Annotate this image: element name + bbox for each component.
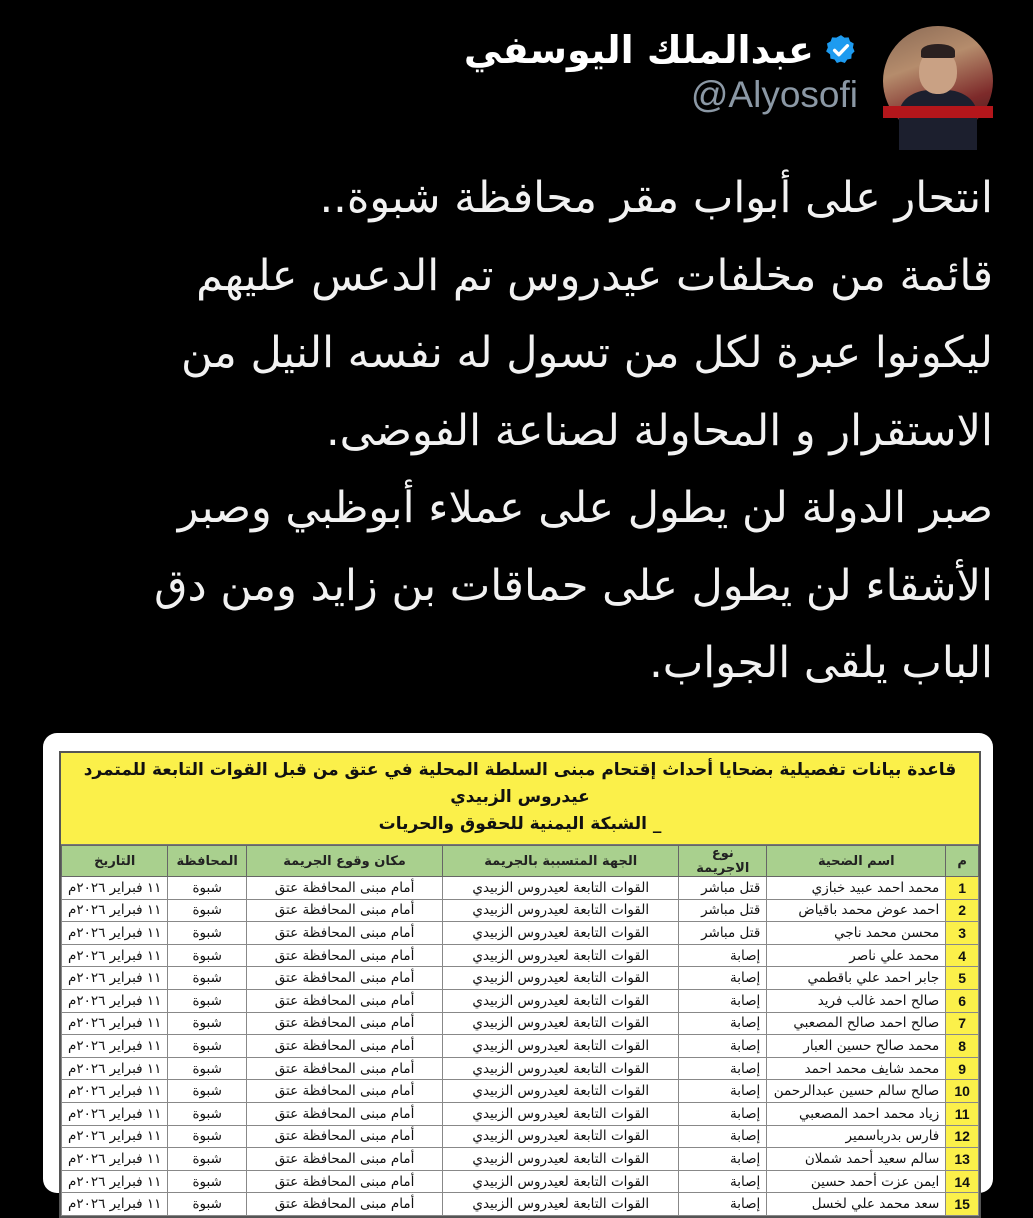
author-display-name[interactable]: عبدالملك اليوسفي (463, 28, 814, 72)
tweet-line: انتحار على أبواب مقر محافظة شبوة.. (319, 173, 993, 223)
column-header: اسم الضحية (767, 846, 946, 877)
crime-location-cell: أمام مبنى المحافظة عتق (246, 1057, 442, 1080)
crime-location-cell: أمام مبنى المحافظة عتق (246, 922, 442, 945)
author-handle[interactable]: @Alyosofi (690, 74, 858, 115)
victim-name-cell: زياد محمد احمد المصعبي (767, 1102, 946, 1125)
crime-type-cell: إصابة (679, 967, 767, 990)
victim-name-cell: محمد صالح حسين العبار (767, 1035, 946, 1058)
row-number-cell: 4 (946, 944, 979, 967)
date-cell: ١١ فبراير ٢٠٢٦م (62, 989, 168, 1012)
victim-name-cell: فارس بدرباسمير (767, 1125, 946, 1148)
tweet-line: الأشقاء لن يطول على حماقات بن زايد ومن دق (154, 560, 993, 611)
column-header: مكان وقوع الجريمة (246, 846, 442, 877)
row-number-cell: 14 (946, 1170, 979, 1193)
table-title (61, 753, 979, 845)
crime-type-cell: قتل مباشر (679, 877, 767, 900)
perpetrator-cell: القوات التابعة لعيدروس الزبيدي (443, 877, 679, 900)
victim-name-cell: صالح احمد غالب فريد (767, 989, 946, 1012)
table-row (62, 877, 979, 900)
victim-name-cell: احمد عوض محمد باقياض (767, 899, 946, 922)
avatar[interactable] (883, 26, 993, 136)
crime-type-cell: قتل مباشر (679, 922, 767, 945)
governorate-cell: شبوة (168, 1170, 247, 1193)
crime-location-cell: أمام مبنى المحافظة عتق (246, 1193, 442, 1216)
crime-type-cell: إصابة (679, 1125, 767, 1148)
row-number-cell: 2 (946, 899, 979, 922)
table-row (62, 1035, 979, 1058)
row-number-cell: 6 (946, 989, 979, 1012)
perpetrator-cell: القوات التابعة لعيدروس الزبيدي (443, 1057, 679, 1080)
perpetrator-cell: القوات التابعة لعيدروس الزبيدي (443, 1170, 679, 1193)
date-cell: ١١ فبراير ٢٠٢٦م (62, 1102, 168, 1125)
crime-location-cell: أمام مبنى المحافظة عتق (246, 967, 442, 990)
row-number-cell: 11 (946, 1102, 979, 1125)
crime-type-cell: إصابة (679, 944, 767, 967)
governorate-cell: شبوة (168, 1057, 247, 1080)
tweet-text (33, 160, 993, 703)
table-row (62, 1170, 979, 1193)
row-number-cell: 12 (946, 1125, 979, 1148)
crime-type-cell: إصابة (679, 1102, 767, 1125)
governorate-cell: شبوة (168, 944, 247, 967)
perpetrator-cell: القوات التابعة لعيدروس الزبيدي (443, 899, 679, 922)
column-header: الجهة المتسببة بالجريمة (443, 846, 679, 877)
perpetrator-cell: القوات التابعة لعيدروس الزبيدي (443, 989, 679, 1012)
crime-location-cell: أمام مبنى المحافظة عتق (246, 1080, 442, 1103)
table-row (62, 922, 979, 945)
perpetrator-cell: القوات التابعة لعيدروس الزبيدي (443, 1125, 679, 1148)
column-header: نوع الاجريمة (679, 846, 767, 877)
date-cell: ١١ فبراير ٢٠٢٦م (62, 1170, 168, 1193)
table-row (62, 899, 979, 922)
victim-name-cell: سالم سعيد أحمد شملان (767, 1148, 946, 1171)
table-row (62, 989, 979, 1012)
date-cell: ١١ فبراير ٢٠٢٦م (62, 1012, 168, 1035)
victim-name-cell: جابر احمد علي باقطمي (767, 967, 946, 990)
victim-name-cell: صالح سالم حسين عبدالرحمن (767, 1080, 946, 1103)
perpetrator-cell: القوات التابعة لعيدروس الزبيدي (443, 1035, 679, 1058)
crime-type-cell: إصابة (679, 1170, 767, 1193)
row-number-cell: 13 (946, 1148, 979, 1171)
governorate-cell: شبوة (168, 1148, 247, 1171)
table-row (62, 1057, 979, 1080)
date-cell: ١١ فبراير ٢٠٢٦م (62, 1193, 168, 1216)
tweet-line: الباب يلقى الجواب. (649, 638, 993, 688)
casualty-table (59, 751, 981, 1218)
victim-name-cell: صالح احمد صالح المصعبي (767, 1012, 946, 1035)
crime-type-cell: إصابة (679, 1057, 767, 1080)
governorate-cell: شبوة (168, 967, 247, 990)
table-row (62, 1193, 979, 1216)
tweet-line: قائمة من مخلفات عيدروس تم الدعس عليهم (196, 250, 993, 301)
crime-type-cell: إصابة (679, 1012, 767, 1035)
crime-type-cell: إصابة (679, 1035, 767, 1058)
date-cell: ١١ فبراير ٢٠٢٦م (62, 944, 168, 967)
governorate-cell: شبوة (168, 1125, 247, 1148)
crime-location-cell: أمام مبنى المحافظة عتق (246, 989, 442, 1012)
date-cell: ١١ فبراير ٢٠٢٦م (62, 877, 168, 900)
table-row (62, 944, 979, 967)
governorate-cell: شبوة (168, 922, 247, 945)
date-cell: ١١ فبراير ٢٠٢٦م (62, 1125, 168, 1148)
attached-image[interactable] (43, 733, 993, 1213)
perpetrator-cell: القوات التابعة لعيدروس الزبيدي (443, 922, 679, 945)
victim-name-cell: محمد احمد عبيد خبازي (767, 877, 946, 900)
tweet-header (43, 26, 993, 136)
table-subtitle-line: _ الشبكة اليمنية للحقوق والحريات (378, 814, 662, 834)
tweet-line: صبر الدولة لن يطول على عملاء أبوظبي وصبر (177, 483, 993, 533)
perpetrator-cell: القوات التابعة لعيدروس الزبيدي (443, 1148, 679, 1171)
table-row (62, 1102, 979, 1125)
date-cell: ١١ فبراير ٢٠٢٦م (62, 1035, 168, 1058)
date-cell: ١١ فبراير ٢٠٢٦م (62, 1080, 168, 1103)
crime-location-cell: أمام مبنى المحافظة عتق (246, 1035, 442, 1058)
table-header-row (62, 846, 979, 877)
crime-location-cell: أمام مبنى المحافظة عتق (246, 944, 442, 967)
crime-type-cell: إصابة (679, 1193, 767, 1216)
victim-name-cell: محمد شايف محمد احمد (767, 1057, 946, 1080)
table-row (62, 1012, 979, 1035)
date-cell: ١١ فبراير ٢٠٢٦م (62, 967, 168, 990)
victim-name-cell: محسن محمد ناجي (767, 922, 946, 945)
crime-location-cell: أمام مبنى المحافظة عتق (246, 1125, 442, 1148)
table-title-line: قاعدة بيانات تفصيلية بضحايا أحداث إقتحام مبنى السلطة المحلية في عتق من قبل القوات التابعة للمتمرد عيدروس الزبيدي (83, 760, 957, 807)
perpetrator-cell: القوات التابعة لعيدروس الزبيدي (443, 944, 679, 967)
governorate-cell: شبوة (168, 877, 247, 900)
table-row (62, 1148, 979, 1171)
governorate-cell: شبوة (168, 1080, 247, 1103)
governorate-cell: شبوة (168, 1035, 247, 1058)
crime-location-cell: أمام مبنى المحافظة عتق (246, 1102, 442, 1125)
governorate-cell: شبوة (168, 989, 247, 1012)
author-names (464, 28, 858, 116)
perpetrator-cell: القوات التابعة لعيدروس الزبيدي (443, 1102, 679, 1125)
crime-type-cell: قتل مباشر (679, 899, 767, 922)
victim-name-cell: سعد محمد علي لخسل (767, 1193, 946, 1216)
perpetrator-cell: القوات التابعة لعيدروس الزبيدي (443, 1193, 679, 1216)
row-number-cell: 9 (946, 1057, 979, 1080)
date-cell: ١١ فبراير ٢٠٢٦م (62, 922, 168, 945)
crime-location-cell: أمام مبنى المحافظة عتق (246, 1012, 442, 1035)
perpetrator-cell: القوات التابعة لعيدروس الزبيدي (443, 1012, 679, 1035)
date-cell: ١١ فبراير ٢٠٢٦م (62, 899, 168, 922)
crime-location-cell: أمام مبنى المحافظة عتق (246, 1170, 442, 1193)
tweet-line: ليكونوا عبرة لكل من تسول له نفسه النيل من (181, 328, 993, 378)
row-number-cell: 1 (946, 877, 979, 900)
date-cell: ١١ فبراير ٢٠٢٦م (62, 1148, 168, 1171)
perpetrator-cell: القوات التابعة لعيدروس الزبيدي (443, 967, 679, 990)
victim-name-cell: ايمن عزت أحمد حسين (767, 1170, 946, 1193)
row-number-cell: 8 (946, 1035, 979, 1058)
table-row (62, 1080, 979, 1103)
perpetrator-cell: القوات التابعة لعيدروس الزبيدي (443, 1080, 679, 1103)
row-number-cell: 3 (946, 922, 979, 945)
row-number-cell: 10 (946, 1080, 979, 1103)
victim-name-cell: محمد علي ناصر (767, 944, 946, 967)
governorate-cell: شبوة (168, 899, 247, 922)
governorate-cell: شبوة (168, 1193, 247, 1216)
column-header: التاريخ (62, 846, 168, 877)
table-row (62, 1125, 979, 1148)
crime-location-cell: أمام مبنى المحافظة عتق (246, 899, 442, 922)
crime-location-cell: أمام مبنى المحافظة عتق (246, 877, 442, 900)
column-header: م (946, 846, 979, 877)
verified-badge-icon (824, 33, 858, 67)
crime-location-cell: أمام مبنى المحافظة عتق (246, 1148, 442, 1171)
row-number-cell: 15 (946, 1193, 979, 1216)
data-table (61, 845, 979, 1216)
crime-type-cell: إصابة (679, 1148, 767, 1171)
crime-type-cell: إصابة (679, 1080, 767, 1103)
date-cell: ١١ فبراير ٢٠٢٦م (62, 1057, 168, 1080)
row-number-cell: 5 (946, 967, 979, 990)
crime-type-cell: إصابة (679, 989, 767, 1012)
governorate-cell: شبوة (168, 1012, 247, 1035)
row-number-cell: 7 (946, 1012, 979, 1035)
table-row (62, 967, 979, 990)
tweet-line: الاستقرار و المحاولة لصناعة الفوضى. (325, 405, 993, 456)
governorate-cell: شبوة (168, 1102, 247, 1125)
column-header: المحافظة (168, 846, 247, 877)
